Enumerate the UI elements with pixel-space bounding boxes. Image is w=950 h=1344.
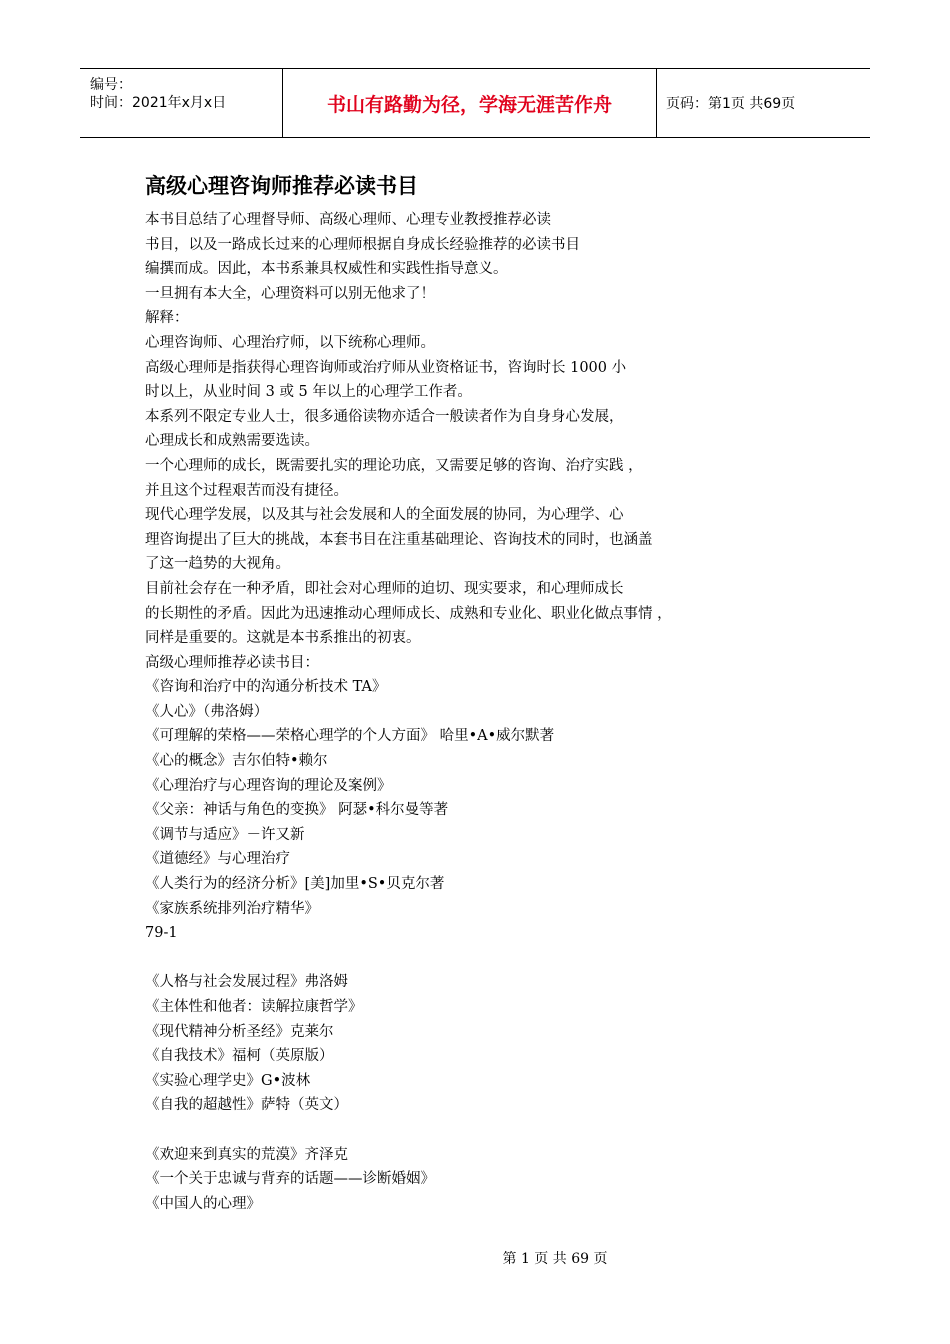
text-line: 现代心理学发展，以及其与社会发展和人的全面发展的协同，为心理学、心 bbox=[145, 507, 624, 524]
text-line: 时以上，从业时间 3 或 5 年以上的心理学工作者。 bbox=[145, 384, 472, 401]
text-line: 《一个关于忠诚与背弃的话题——诊断婚姻》 bbox=[145, 1171, 435, 1188]
spacer bbox=[145, 946, 785, 971]
text-line: 《自我的超越性》萨特（英文） bbox=[145, 1097, 348, 1114]
text-line: 本系列不限定专业人士，很多通俗读物亦适合一般读者作为自身身心发展， bbox=[145, 408, 624, 425]
text-line: 《中国人的心理》 bbox=[145, 1195, 261, 1212]
text-line: 一旦拥有本大全，心理资料可以别无他求了！ bbox=[145, 285, 435, 302]
text-line: 解释： bbox=[145, 310, 189, 327]
code-label: 编号： bbox=[90, 77, 132, 93]
page-footer: 第 1 页 共 69 页 bbox=[502, 1251, 608, 1267]
book-list-3 bbox=[145, 1143, 785, 1217]
text-line: 《实验心理学史》G•波林 bbox=[145, 1072, 311, 1089]
spacer bbox=[145, 1118, 785, 1143]
text-line: 同样是重要的。这就是本书系推出的初衷。 bbox=[145, 630, 421, 647]
header-meta-cell bbox=[80, 69, 283, 137]
text-line: 目前社会存在一种矛盾，即社会对心理师的迫切、现实要求，和心理师成长 bbox=[145, 580, 624, 597]
text-line: 了这一趋势的大视角。 bbox=[145, 556, 290, 573]
text-line: 心理成长和成熟需要选读。 bbox=[145, 433, 319, 450]
text-line: 的长期性的矛盾。因此为迅速推动心理师成长、成熟和专业化、职业化做点事情 ， bbox=[145, 605, 672, 622]
header-motto-cell bbox=[283, 69, 657, 137]
text-line: 一个心理师的成长，既需要扎实的理论功底，又需要足够的咨询、治疗实践 ， bbox=[145, 457, 643, 474]
text-line: 《主体性和他者：读解拉康哲学》 bbox=[145, 999, 363, 1015]
document-body bbox=[145, 208, 785, 1216]
text-line: 心理咨询师、心理治疗师，以下统称心理师。 bbox=[145, 334, 435, 351]
text-line: 《人类行为的经济分析》[美]加里•S•贝克尔著 bbox=[145, 876, 445, 893]
text-line: 《人心》（弗洛姆） bbox=[145, 703, 269, 720]
intro-section bbox=[145, 208, 785, 946]
text-line: 高级心理师推荐必读书目： bbox=[145, 654, 319, 671]
text-line: 《咨询和治疗中的沟通分析技术 TA》 bbox=[145, 679, 387, 696]
text-line: 并且这个过程艰苦而没有捷径。 bbox=[145, 482, 348, 499]
text-line: 《调节与适应》－许又新 bbox=[145, 826, 305, 843]
text-line: 书目，以及一路成长过来的心理师根据自身成长经验推荐的必读书目 bbox=[145, 236, 580, 253]
header-page-cell bbox=[657, 69, 870, 137]
text-line: 高级心理师是指获得心理咨询师或治疗师从业资格证书，咨询时长 1000 小 bbox=[145, 359, 627, 376]
page-info: 页码：第1页 共69页 bbox=[666, 96, 796, 112]
text-line: 编撰而成。因此，本书系兼具权威性和实践性指导意义。 bbox=[145, 261, 508, 278]
text-line: 79-1 bbox=[145, 925, 178, 942]
text-line: 《心理治疗与心理咨询的理论及案例》 bbox=[145, 777, 392, 794]
text-line: 《欢迎来到真实的荒漠》齐泽克 bbox=[145, 1146, 348, 1163]
text-line: 《自我技术》福柯（英原版） bbox=[145, 1048, 334, 1065]
motto-text: 书山有路勤为径，学海无涯苦作舟 bbox=[326, 93, 612, 116]
page-title: 高级心理咨询师推荐必读书目 bbox=[145, 174, 418, 198]
text-line: 《道德经》与心理治疗 bbox=[145, 851, 290, 868]
text-line: 《现代精神分析圣经》克莱尔 bbox=[145, 1023, 334, 1040]
text-line: 《人格与社会发展过程》弗洛姆 bbox=[145, 974, 348, 991]
text-line: 理咨询提出了巨大的挑战，本套书目在注重基础理论、咨询技术的同时，也涵盖 bbox=[145, 531, 653, 548]
document-header bbox=[80, 68, 870, 138]
text-line: 《父亲：神话与角色的变换》 阿瑟•科尔曼等著 bbox=[145, 802, 449, 819]
text-line: 本书目总结了心理督导师、高级心理师、心理专业教授推荐必读 bbox=[145, 212, 551, 228]
book-list-2 bbox=[145, 970, 785, 1118]
text-line: 《家族系统排列治疗精华》 bbox=[145, 900, 319, 917]
text-line: 《可理解的荣格——荣格心理学的个人方面》 哈里•A•威尔默著 bbox=[145, 728, 555, 745]
text-line: 《心的概念》吉尔伯特•赖尔 bbox=[145, 753, 328, 770]
time-label: 时间：2021年x月x日 bbox=[90, 95, 227, 111]
